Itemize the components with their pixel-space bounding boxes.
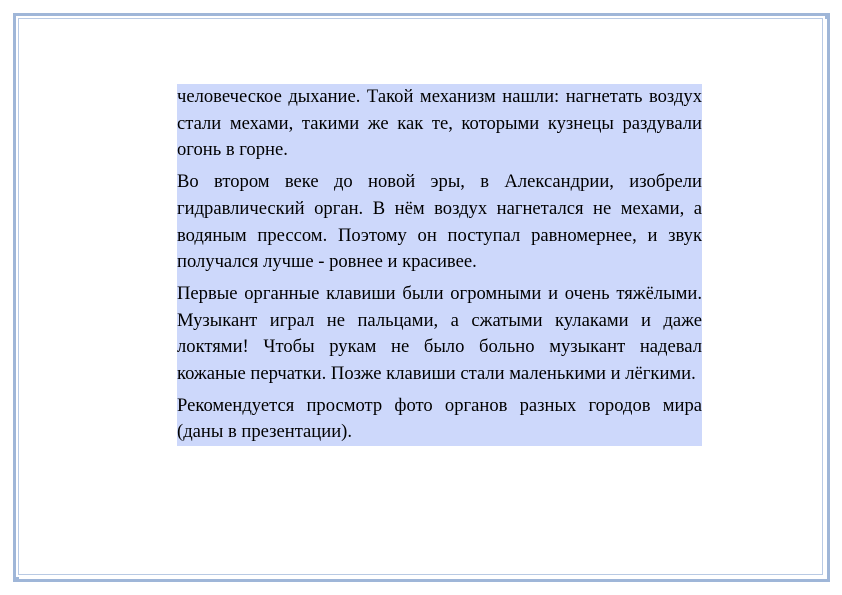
paragraph-organ-keys: Первые органные клавиши были огромными и очень тяжёлыми. Музыкант играл не пальцами, а сжатыми кулаками и даже локтями! Чтобы рукам не было больно музыкант надевал кожаные перчатки. Позже клавиши стали маленькими и лёгкими. <box>177 282 702 385</box>
paragraph-bellows: человеческое дыхание. Такой механизм нашли: нагнетать воздух стали мехами, такими же как те, которыми кузнецы раздували огонь в горне. <box>177 86 702 161</box>
frame-corner-bottom-left <box>13 577 19 580</box>
highlighted-text-block <box>177 84 702 446</box>
paragraph-hydraulic-organ: Во втором веке до новой эры, в Александрии, изобрели гидравлический орган. В нём воздух нагнетался не мехами, а водяным прессом. Поэтому он поступал равномернее, и звук получался лучше - ровнее и красивее. <box>177 171 702 273</box>
paragraph-recommendation: Рекомендуется просмотр фото органов разных городов мира (даны в презентации). <box>177 394 702 443</box>
frame-corner-top-right <box>825 13 828 19</box>
